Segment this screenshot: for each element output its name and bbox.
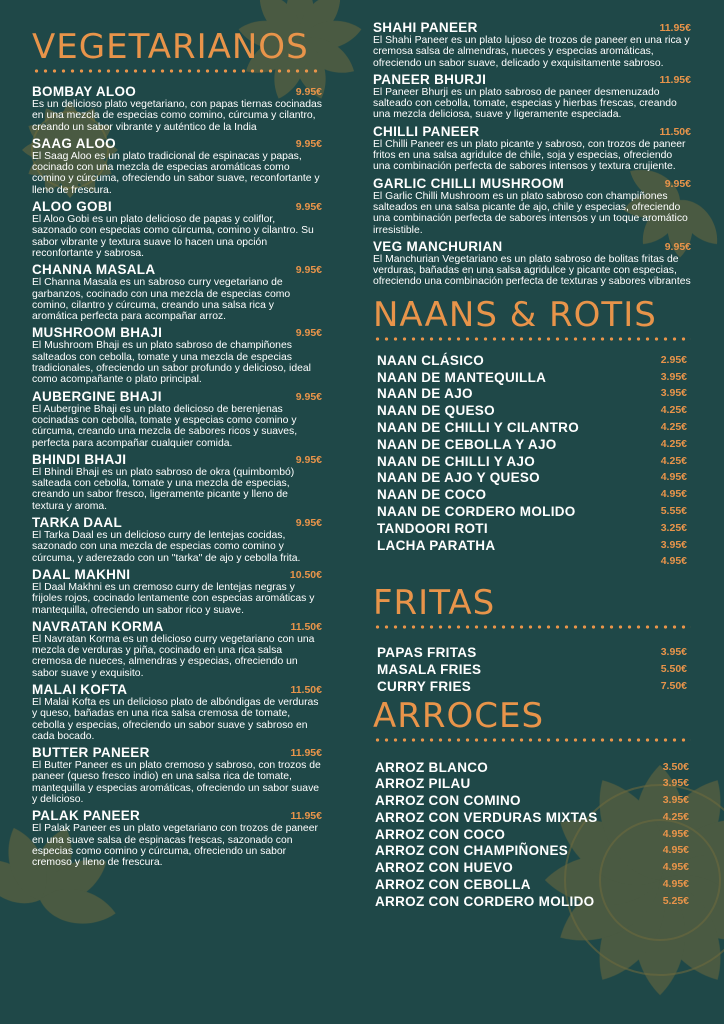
- menu-list-name: NAAN DE MANTEQUILLA: [377, 369, 547, 385]
- menu-list-name: NAAN DE CORDERO MOLIDO: [377, 503, 576, 519]
- arroces-list: [373, 759, 691, 910]
- menu-list-name: ARROZ CON COMINO: [375, 793, 521, 809]
- menu-list-row: [377, 369, 687, 386]
- menu-list-row: [375, 775, 689, 792]
- menu-item-price: 9.95€: [295, 137, 322, 150]
- menu-list-name: NAAN DE CEBOLLA Y AJO: [377, 436, 557, 452]
- menu-list-price: 3.50€: [662, 760, 689, 773]
- menu-item-price: 9.95€: [664, 177, 691, 190]
- menu-list-row: [377, 644, 687, 661]
- menu-item-description: El Manchurian Vegetariano es un plato sabroso de bolitas fritas de verduras, bañadas en una salsa agridulce y picante con especias, ofreciendo una combinación perfecta de texturas y sabores vibrantes: [373, 253, 691, 288]
- menu-item: [32, 262, 322, 322]
- menu-item-name: GARLIC CHILLI MUSHROOM: [373, 175, 565, 191]
- menu-list-row: [377, 678, 687, 695]
- menu-list-row: [377, 385, 687, 402]
- menu-item-name: PALAK PANEER: [32, 808, 141, 824]
- menu-item-name: NAVRATAN KORMA: [32, 618, 164, 634]
- menu-list-price: 3.95€: [660, 387, 687, 400]
- menu-list-name: CURRY FRIES: [377, 678, 472, 694]
- menu-item: [373, 72, 691, 121]
- menu-item-name: MUSHROOM BHAJI: [32, 325, 163, 341]
- menu-list-price: 3.25€: [660, 521, 687, 534]
- menu-item-description: El Malai Kofta es un delicioso plato de albóndigas de verduras y queso, bañadas en una rica salsa cremosa de tomate, cebolla y especias, ofreciendo un sabor suave y sabroso en cada bocado.: [32, 696, 319, 742]
- menu-list-name: NAAN DE AJO Y QUESO: [377, 470, 540, 486]
- menu-list-price: 4.25€: [660, 437, 687, 450]
- menu-item-name: AUBERGINE BHAJI: [32, 388, 162, 404]
- menu-item: [32, 808, 322, 868]
- arroces-title: ARROCES: [373, 695, 545, 736]
- vegetarianos-title: VEGETARIANOS: [32, 27, 309, 67]
- menu-list-row: [375, 809, 689, 826]
- menu-list-name: ARROZ BLANCO: [375, 759, 489, 775]
- menu-list-row: [375, 826, 689, 843]
- menu-list-price: 4.95€: [662, 827, 689, 840]
- menu-item: [32, 452, 322, 512]
- menu-item: [32, 325, 322, 385]
- menu-item-description: El Bhindi Bhaji es un plato sabroso de okra (quimbombó) salteada con cebolla, tomate y una mezcla de especias, creando un sabor fresco, ligeramente picante y lleno de textura y aroma.: [32, 466, 295, 512]
- menu-list-name: NAAN CLÁSICO: [377, 352, 485, 368]
- menu-list-name: LACHA PARATHA: [377, 537, 496, 553]
- menu-item-price: 9.95€: [295, 327, 322, 340]
- menu-item-name: MALAI KOFTA: [32, 681, 128, 697]
- menu-list-name: ARROZ CON HUEVO: [375, 860, 514, 876]
- menu-list-name: TANDOORI ROTI: [377, 520, 488, 536]
- menu-list-row: [377, 419, 687, 436]
- menu-item-price: 9.95€: [295, 390, 322, 403]
- menu-item: [373, 20, 691, 69]
- menu-list-name: MASALA FRIES: [377, 661, 482, 677]
- right-column: [373, 20, 691, 910]
- menu-list-price: 4.25€: [660, 454, 687, 467]
- menu-item-description: El Shahi Paneer es un plato lujoso de trozos de paneer en una rica y cremosa salsa de almendras, nueces y especias aromáticas, ofreciendo un sabor suave, delicado y exquisitamente sabroso.: [373, 35, 690, 69]
- menu-list-price: 4.25€: [662, 810, 689, 823]
- menu-list-price: 2.95€: [660, 353, 687, 366]
- left-column: [32, 28, 332, 872]
- menu-item: [32, 682, 322, 742]
- paneer-list: [373, 20, 691, 288]
- menu-item-description: El Butter Paneer es un plato cremoso y sabroso, con trozos de paneer (queso fresco indio) en una salsa rica de tomate, mantequilla y especias aromáticas, ofreciendo un sabor suave y delicioso.: [32, 760, 321, 806]
- menu-list-name: ARROZ PILAU: [375, 776, 471, 792]
- menu-list-price: 3.95€: [662, 777, 689, 790]
- menu-item-name: BUTTER PANEER: [32, 745, 150, 761]
- dotted-divider: [373, 336, 691, 342]
- menu-item-description: El Navratan Korma es un delicioso curry vegetariano con una mezcla de verduras y piña, cocinado en una rica salsa cremosa de nueces, almendras y especias, ofreciendo un sabor suave y exquisito.: [32, 633, 315, 679]
- menu-list-price: 4.95€: [662, 861, 689, 874]
- menu-list-price: 4.95€: [660, 488, 687, 501]
- menu-item-name: SHAHI PANEER: [373, 20, 478, 35]
- menu-item-price: 9.95€: [295, 517, 322, 530]
- menu-list-name: NAAN DE CHILLI Y AJO: [377, 453, 536, 469]
- menu-item-price: 11.50€: [659, 125, 691, 138]
- menu-list-price: 4.25€: [660, 404, 687, 417]
- menu-list-price: 3.95€: [660, 646, 687, 659]
- menu-item: [32, 136, 322, 196]
- menu-item-name: CHILLI PANEER: [373, 123, 480, 139]
- menu-item-name: ALOO GOBI: [32, 199, 112, 215]
- menu-item-price: 11.95€: [290, 747, 322, 760]
- menu-list-price: 4.95€: [660, 471, 687, 484]
- menu-item-description: El Aubergine Bhaji es un plato delicioso de berenjenas cocinadas con cebolla, tomate y especias como comino y cúrcuma, creando una mezcla de sabores ricos y suaves, perfecta para acompañar cualquier comida.: [32, 403, 298, 449]
- menu-item: [32, 199, 322, 259]
- menu-list-price: 3.95€: [660, 538, 687, 551]
- menu-list-price: 5.50€: [660, 662, 687, 675]
- menu-item: [32, 745, 322, 805]
- menu-list-name: NAAN DE AJO: [377, 386, 473, 402]
- menu-item: [373, 239, 691, 288]
- dotted-divider: [32, 68, 322, 74]
- dotted-divider: [373, 737, 691, 743]
- menu-list-row: [375, 759, 689, 776]
- menu-item-description: El Channa Masala es un sabroso curry vegetariano de garbanzos, cocinado con una mezcla de especias como comino, cilantro y cúrcuma, creando una salsa rica y aromática perfecta para acompañar arroz.: [32, 277, 291, 323]
- menu-list-row: [375, 876, 689, 893]
- menu-list-row: [377, 469, 687, 486]
- menu-item-description: El Garlic Chilli Mushroom es un plato sabroso con champiñones salteados en una salsa picante de ajo, chile y especias, ofreciendo una combinación perfecta de sabores intensos y un toque aromático irresistible.: [373, 190, 688, 236]
- menu-list-price: 4.95€: [662, 844, 689, 857]
- menu-item-description: El Palak Paneer es un plato vegetariano con trozos de paneer en una suave salsa de espinacas frescas, sazonado con especias como comino y cúrcuma, ofreciendo un sabor cremoso y lleno de frescura.: [32, 823, 318, 869]
- menu-item: [373, 124, 691, 173]
- menu-item-description: El Aloo Gobi es un plato delicioso de papas y coliflor, sazonado con especias como cúrcuma, comino y cilantro. Su sabor vibrante y textura suave lo hacen una opción reconfortante y sabrosa.: [32, 214, 314, 259]
- menu-item-description: El Daal Makhni es un cremoso curry de lentejas negras y frijoles rojos, cocinado lentamente con especias aromáticas y mantequilla, ofreciendo un sabor rico y suave.: [32, 581, 315, 616]
- menu-item-price: 9.95€: [664, 240, 691, 253]
- menu-item-name: DAAL MAKHNI: [32, 566, 131, 582]
- menu-list-row: [375, 842, 689, 859]
- menu-item-description: El Tarka Daal es un delicioso curry de lentejas cocidas, sazonado con una mezcla de especias como comino y cúrcuma, y aderezado con un "tarka" de ajo y cebolla frita.: [32, 530, 301, 564]
- menu-item-description: El Paneer Bhurji es un plato sabroso de paneer desmenuzado salteado con cebolla, tomate, especias y hierbas frescas, creando una mezcla deliciosa, suave y ligeramente especiada.: [373, 86, 677, 121]
- menu-item: [32, 515, 322, 564]
- menu-list-row: [377, 453, 687, 470]
- menu-list-price: 3.95€: [660, 370, 687, 383]
- menu-item: [373, 176, 691, 236]
- menu-item-description: El Chilli Paneer es un plato picante y sabroso, con trozos de paneer fritos en una salsa agridulce de chile, soja y especias, ofreciendo una combinación perfecta de sabores intensos y textura crujiente.: [373, 138, 686, 173]
- menu-item: [32, 567, 322, 616]
- menu-list-price: 3.95€: [662, 794, 689, 807]
- naans-title: NAANS & ROTIS: [373, 294, 657, 335]
- menu-list-price: 5.55€: [660, 504, 687, 517]
- menu-list-row: [377, 352, 687, 369]
- menu-item-price: 9.95€: [295, 201, 322, 214]
- menu-item-name: PANEER BHURJI: [373, 71, 487, 87]
- menu-list-price: 4.25€: [660, 420, 687, 433]
- menu-item-name: BOMBAY ALOO: [32, 84, 137, 99]
- naans-list: [373, 352, 691, 570]
- menu-list-price: 7.50€: [660, 679, 687, 692]
- dotted-divider: [373, 624, 691, 630]
- menu-item: [32, 619, 322, 679]
- menu-item-price: 11.95€: [659, 73, 691, 86]
- menu-list-row: [377, 661, 687, 678]
- menu-list-name: NAAN DE CHILLI Y CILANTRO: [377, 419, 580, 435]
- menu-item-price: 10.50€: [289, 568, 322, 581]
- menu-list-name: ARROZ CON CORDERO MOLIDO: [375, 893, 595, 909]
- menu-list-row: [377, 436, 687, 453]
- menu-item-description: El Mushroom Bhaji es un plato sabroso de champiñones salteados con cebolla, tomate y una mezcla de especias tradicionales, ofreciendo un sabor profundo y delicioso, ideal como acompañante o plato principal.: [32, 340, 311, 386]
- menu-list-row: [375, 893, 689, 910]
- menu-item-name: TARKA DAAL: [32, 515, 122, 531]
- menu-list-row: [377, 520, 687, 537]
- menu-list-name: ARROZ CON CEBOLLA: [375, 877, 531, 893]
- menu-list-price: 4.95€: [662, 878, 689, 891]
- menu-item: [32, 389, 322, 449]
- menu-list-price: 5.25€: [662, 894, 689, 907]
- menu-list-name: NAAN DE COCO: [377, 487, 487, 503]
- menu-item-price: 11.95€: [659, 22, 691, 34]
- menu-item-name: SAAG ALOO: [32, 135, 116, 151]
- menu-list-name: NAAN DE QUESO: [377, 403, 495, 419]
- menu-list-name: ARROZ CON COCO: [375, 826, 506, 842]
- fritas-title: FRITAS: [373, 583, 496, 624]
- menu-list-row: [377, 503, 687, 520]
- menu-list-row: [375, 792, 689, 809]
- menu-item-price: 9.95€: [295, 86, 322, 98]
- menu-item-name: VEG MANCHURIAN: [373, 238, 503, 254]
- menu-item-description: El Saag Aloo es un plato tradicional de espinacas y papas, cocinado con una mezcla de especias aromáticas como comino y cúrcuma, ofreciendo un sabor suave, reconfortante y lleno de frescura.: [32, 150, 320, 196]
- menu-item: [32, 84, 322, 133]
- menu-list-price: 4.95€: [660, 555, 687, 568]
- menu-item-price: 9.95€: [295, 264, 322, 277]
- menu-list-name: PAPAS FRITAS: [377, 645, 477, 661]
- menu-item-name: CHANNA MASALA: [32, 262, 156, 278]
- vegetarianos-list: [32, 84, 322, 869]
- menu-list-row: [375, 859, 689, 876]
- menu-item-price: 11.50€: [290, 683, 322, 696]
- menu-list-name: ARROZ CON VERDURAS MIXTAS: [375, 809, 598, 825]
- menu-list-row: [377, 402, 687, 419]
- menu-list-row: [377, 553, 687, 570]
- menu-item-price: 11.50€: [290, 620, 322, 633]
- menu-item-price: 11.95€: [290, 810, 322, 823]
- menu-item-description: Es un delicioso plato vegetariano, con papas tiernas cocinadas en una mezcla de especias como comino, cúrcuma y cilantro, creando un sabor vibrante y auténtico de la India: [32, 99, 322, 133]
- menu-item-price: 9.95€: [295, 453, 322, 466]
- menu-list-name: ARROZ CON CHAMPIÑONES: [375, 843, 569, 859]
- menu-item-name: BHINDI BHAJI: [32, 451, 127, 467]
- fritas-list: [373, 644, 691, 694]
- menu-list-row: [377, 486, 687, 503]
- menu-list-row: [377, 537, 687, 554]
